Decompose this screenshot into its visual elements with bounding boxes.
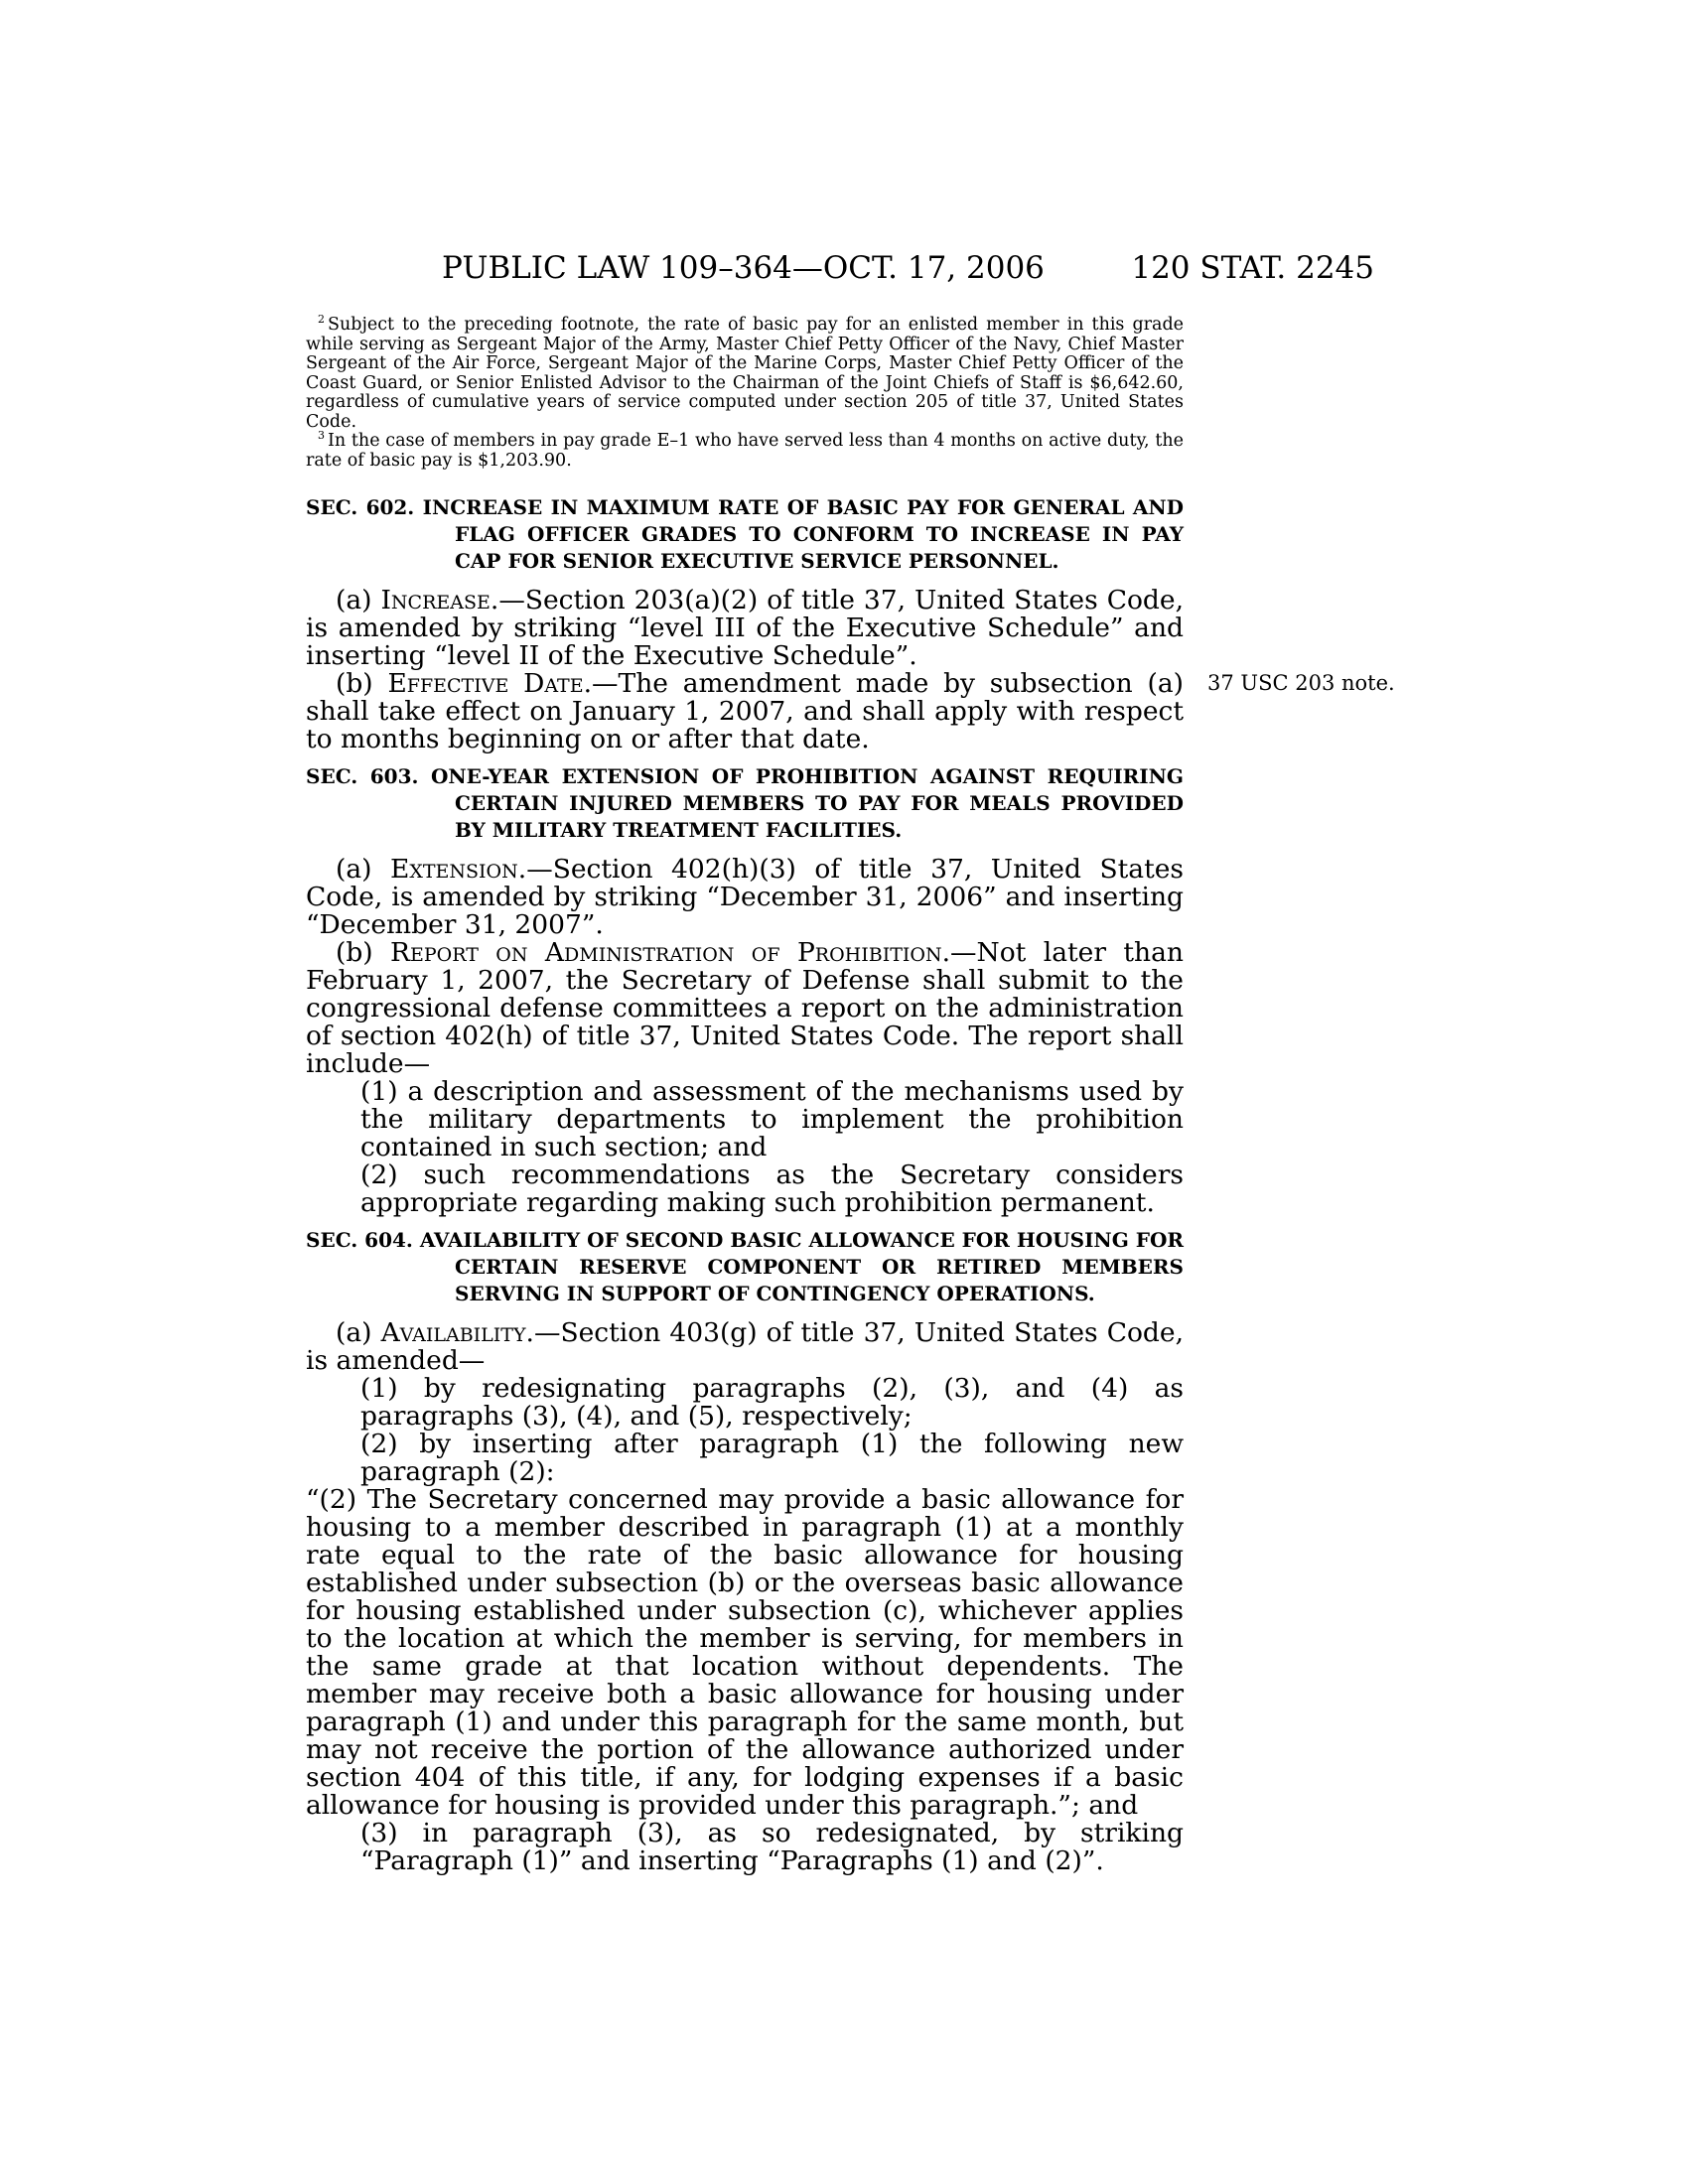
running-head: PUBLIC LAW 109–364—OCT. 17, 2006	[442, 250, 1045, 286]
footnote-text: Subject to the preceding footnote, the rate of basic pay for an enlisted member in this grade while serving as Sergeant Major of the Army, Master Chief Petty Officer of the Navy, Chief Master Sergeant of the Air Force, Sergeant Major of the Marine Corps, Master Chief Petty Officer of the Coast Guard, or Senior Enlisted Advisor to the Chairman of the Joint Chiefs of Staff is $6,642.60, regardless of cumulative years of service computed under section 205 of title 37, United States Code.	[306, 315, 1184, 432]
section-heading-602: SEC. 602. INCREASE IN MAXIMUM RATE OF BASIC PAY FOR GENERAL AND FLAG OFFICER GRADES TO CONFORM TO INCREASE IN PAY CAP FOR SENIOR EXECUTIVE SERVICE PERSONNEL.	[306, 495, 1184, 573]
page-body	[306, 313, 1184, 1876]
sec604-subsection-a: (a) Availability.—Section 403(g) of title 37, United States Code, is amended—	[306, 1317, 1184, 1376]
caption: Effective Date	[387, 668, 584, 699]
section-heading-603: SEC. 603. ONE-YEAR EXTENSION OF PROHIBITION AGAINST REQUIRING CERTAIN INJURED MEMBERS TO PAY FOR MEALS PROVIDED BY MILITARY TREATMENT FACILITIES.	[306, 764, 1184, 842]
caption: Report on Administration of Prohibition	[390, 937, 942, 968]
sec604-quoted-paragraph: “(2) The Secretary concerned may provide a basic allowance for housing to a member described in paragraph (1) at a monthly rate equal to the rate of the basic allowance for housing established under subsection (b) or the overseas basic allowance for housing established under subsection (c), whichever applies to the location at which the member is serving, for members in the same grade at that location without dependents. The member may receive both a basic allowance for housing under paragraph (1) and under this paragraph for the same month, but may not receive the portion of the allowance authorized under section 404 of this title, if any, for lodging expenses if a basic allowance for housing is provided under this paragraph.”; and	[306, 1484, 1184, 1821]
footnote-text: In the case of members in pay grade E–1 who have served less than 4 months on active duty, the rate of basic pay is $1,203.90.	[306, 431, 1184, 471]
section-heading-604: SEC. 604. AVAILABILITY OF SECOND BASIC ALLOWANCE FOR HOUSING FOR CERTAIN RESERVE COMPONENT OR RETIRED MEMBERS SERVING IN SUPPORT OF CONTINGENCY OPERATIONS.	[306, 1228, 1184, 1305]
sec604-paragraph-1: (1) by redesignating paragraphs (2), (3), and (4) as paragraphs (3), (4), and (5), respectively;	[360, 1373, 1184, 1432]
footnote-3	[306, 429, 1184, 471]
caption: Availability	[380, 1317, 526, 1348]
sec602-subsection-b: (b) Effective Date.—The amendment made by subsection (a) shall take effect on January 1, 2007, and shall apply with respect to months beginning on or after that date.	[306, 668, 1184, 754]
sec603-paragraph-1: (1) a description and assessment of the mechanisms used by the military departments to implement the prohibition contained in such section; and	[360, 1076, 1184, 1162]
page-header	[306, 250, 1390, 294]
sec603-paragraph-2: (2) such recommendations as the Secretary considers appropriate regarding making such prohibition permanent.	[360, 1160, 1184, 1218]
caption: Extension	[390, 854, 518, 885]
sec603-subsection-a: (a) Extension.—Section 402(h)(3) of title 37, United States Code, is amended by striking “December 31, 2006” and inserting “December 31, 2007”.	[306, 854, 1184, 940]
sec602-subsection-a: (a) Increase.—Section 203(a)(2) of title 37, United States Code, is amended by striking “level III of the Executive Schedule” and inserting “level II of the Executive Schedule”.	[306, 585, 1184, 671]
footnote-mark: 2	[318, 313, 325, 327]
margin-note: 37 USC 203 note.	[1207, 671, 1395, 695]
stat-page-number: 120 STAT. 2245	[1131, 250, 1374, 286]
caption: Increase	[380, 585, 491, 615]
sec603-subsection-b: (b) Report on Administration of Prohibition.—Not later than February 1, 2007, the Secretary of Defense shall submit to the congressional defense committees a report on the administration of section 402(h) of title 37, United States Code. The report shall include—	[306, 937, 1184, 1079]
sec604-paragraph-3: (3) in paragraph (3), as so redesignated, by striking “Paragraph (1)” and inserting “Paragraphs (1) and (2)”.	[360, 1818, 1184, 1876]
footnote-mark: 3	[318, 429, 325, 443]
footnote-2	[306, 313, 1184, 432]
sec604-paragraph-2: (2) by inserting after paragraph (1) the following new paragraph (2):	[360, 1429, 1184, 1487]
